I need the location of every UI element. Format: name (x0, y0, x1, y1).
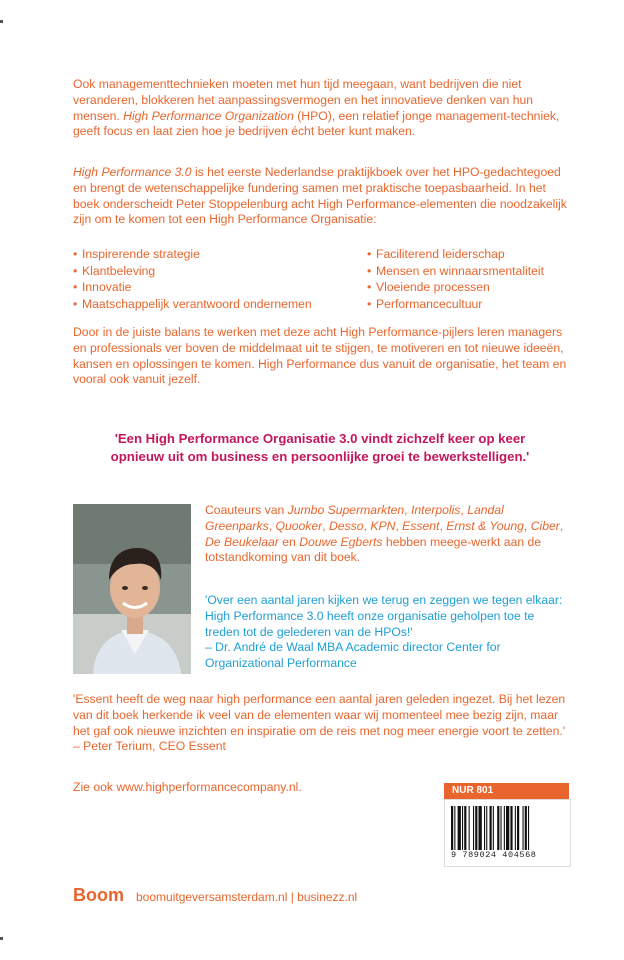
nur-code: NUR 801 (444, 783, 569, 799)
publisher-websites: boomuitgeversamsterdam.nl | businezz.nl (136, 890, 358, 904)
elements-column-left (73, 246, 373, 312)
barcode-bar (493, 806, 494, 850)
waal-testimonial (205, 593, 565, 672)
list-item: • Vloeiende processen (367, 280, 490, 294)
barcode-bar (473, 806, 474, 850)
barcode-bar (469, 806, 470, 850)
crop-mark-top (0, 20, 3, 23)
barcode-bar (510, 806, 512, 850)
book-description: High Performance 3.0 is het eerste Nederlandse praktijkboek over het HPO-gedachtegoed en brengt de wetenschappelijke fundering samen met praktische toepasbaarheid. In het boek onderscheidt Peter Stoppelenburg acht High Performance-elementen die noodzakelijk zijn om te komen tot een High Performance Organisatie: (73, 165, 567, 227)
barcode-bar (462, 806, 463, 850)
waal-quote-text: 'Over een aantal jaren kijken we terug en zeggen we tegen elkaar: High Performance 3.0 heeft onze organisatie geholpen toe te treden tot de gelederen van de HPOs!' (205, 593, 563, 639)
list-item: • Maatschappelijk verantwoord ondernemen (73, 296, 312, 311)
list-item: • Mensen en winnaarsmentaliteit (367, 263, 545, 278)
barcode-bar (479, 806, 482, 850)
list-item: • Klantbeleving (73, 263, 156, 278)
balance-paragraph: Door in de juiste balans te werken met deze acht High Performance-pijlers leren managers en professionals ver boven de middelmaat uit te stijgen, te motiveren en tot nieuwe ideeën, kansen en oplossingen te komen. High Performance dus vanuit de organisatie, het team en vooral ook vanuit jezelf. (73, 325, 567, 387)
barcode-bar (464, 806, 466, 850)
barcode-bar (501, 806, 502, 850)
isbn-barcode (444, 799, 571, 867)
elements-column-right (367, 246, 624, 312)
barcode-bar (475, 806, 477, 850)
author-portrait-illustration (73, 504, 191, 674)
crop-mark-bottom (0, 937, 3, 940)
hpo-term: High Performance Organization (123, 108, 294, 123)
book-title: High Performance 3.0 (73, 165, 192, 179)
barcode-bar (484, 806, 485, 850)
isbn-number: 9 789024 404568 (451, 850, 537, 860)
barcode-bar (497, 806, 499, 850)
barcode-bars (451, 806, 564, 850)
author-photo (73, 504, 191, 674)
list-item: • Faciliterend leiderschap (367, 247, 505, 261)
barcode-bar (490, 806, 492, 850)
barcode-bar (525, 806, 527, 850)
barcode-bar (486, 806, 487, 850)
pull-quote: 'Een High Performance Organisatie 3.0 vindt zichzelf keer op keer opnieuw uit om business en persoonlijke groei te bewerkstelligen.' (110, 431, 530, 464)
barcode-bar (454, 806, 455, 850)
waal-attribution: – Dr. André de Waal MBA Academic director Center for Organizational Performance (205, 640, 501, 671)
barcode-bar (528, 806, 529, 850)
list-item: • Performancecultuur (367, 296, 483, 311)
list-item: • Inspirerende strategie (73, 247, 200, 261)
barcode-bar (515, 806, 516, 850)
boom-logo: Boom (73, 885, 124, 905)
barcode-bar (523, 806, 524, 850)
barcode-bar (506, 806, 509, 850)
coauthors-paragraph: Coauteurs van Jumbo Supermarkten, Interpolis, Landal Greenparks, Quooker, Desso, KPN, Essent, Ernst & Young, Ciber, De Beukelaar en Douwe Egberts hebben meege-werkt aan de totstandkoming van dit boek. (205, 503, 564, 565)
publisher-footer (73, 885, 357, 905)
barcode-bar (517, 806, 519, 850)
barcode-bar (451, 806, 453, 850)
intro-paragraph: Ook managementtechnieken moeten met hun tijd meegaan, want bedrijven die niet veranderen, blokkeren het aanpassingsvermogen en het innovatieve denken van hun mensen. High Performance Organization (HPO), een relatief jonge management-techniek, geeft focus en laat zien hoe je bedrijven écht beter kunt maken. (73, 77, 560, 139)
essent-testimonial: 'Essent heeft de weg naar high performance een aantal jaren geleden ingezet. Bij het lezen van dit boek herkende ik veel van de elementen waar wij momenteel mee bezig zijn, maar het gaf ook nieuwe inzichten en inspiratie om de reis met nog meer energie voort te zetten.' – Peter Terium, CEO Essent (73, 692, 566, 754)
list-item: • Innovatie (73, 280, 132, 294)
see-also-link: Zie ook www.highperformancecompany.nl. (73, 780, 302, 794)
barcode-bar (458, 806, 461, 850)
barcode-bar (504, 806, 505, 850)
